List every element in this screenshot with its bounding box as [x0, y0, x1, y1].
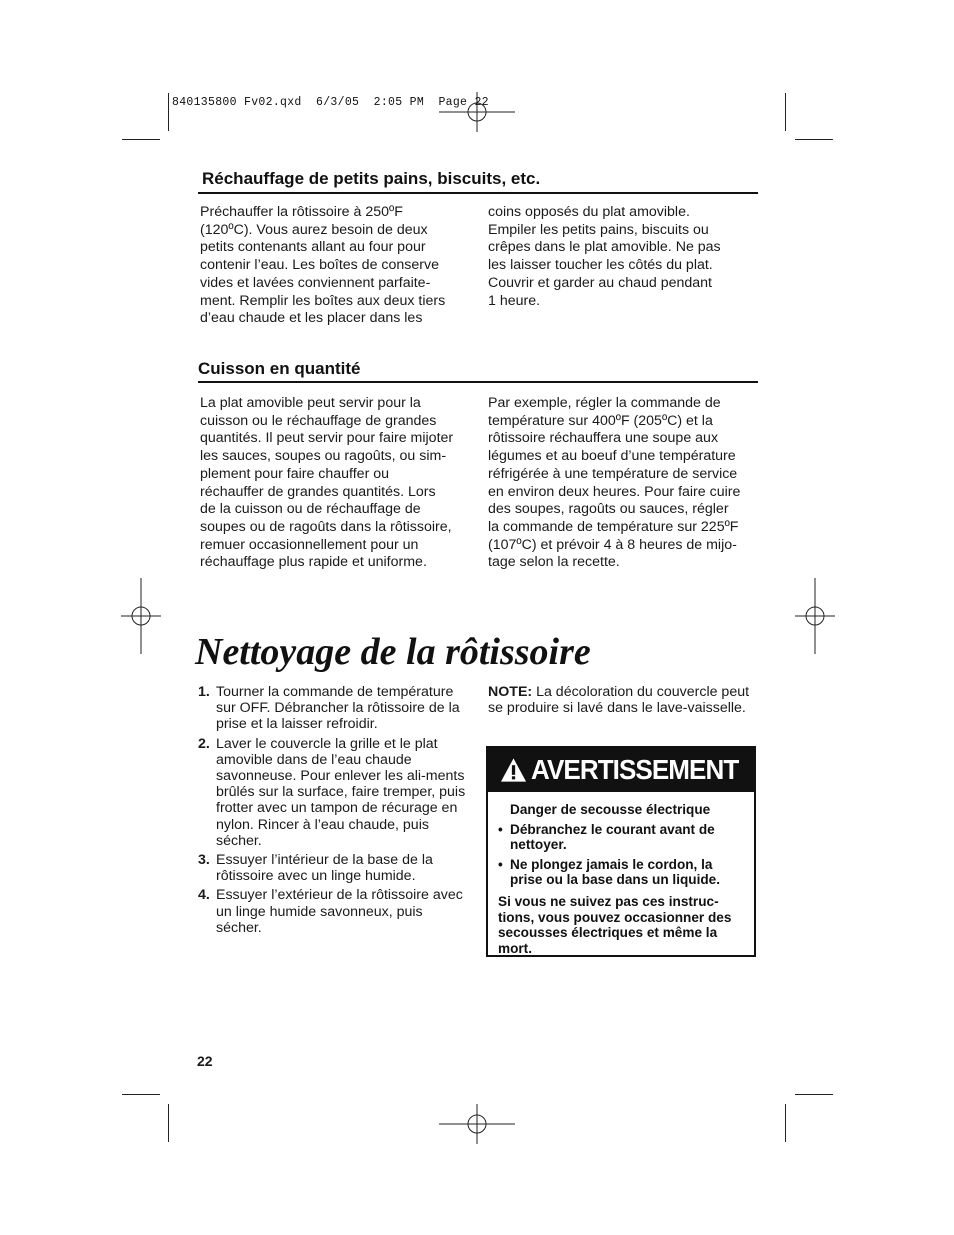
registration-mark-icon [795, 578, 835, 654]
page-title: Nettoyage de la rôtissoire [195, 631, 591, 673]
warning-triangle-icon [500, 757, 527, 783]
section-rule [198, 192, 758, 194]
registration-mark-icon [121, 578, 161, 654]
registration-mark-icon [439, 1104, 515, 1144]
list-item: 2. Laver le couvercle la grille et le plat amovible dans de l’eau chaude savonneuse. Pour enlever les ali-ments brûlés sur la surface, faire tremper, puis frotter avec un tampon de récurage en nylon. Rincer à l’eau chaude, puis sécher. [198, 735, 466, 849]
file-slug: 840135800 Fv02.qxd 6/3/05 2:05 PM Page 22 [172, 96, 489, 109]
section-heading-bulk-cooking: Cuisson en quantité [198, 359, 361, 378]
section-bulk-left-column: La plat amovible peut servir pour la cuisson ou le réchauffage de grandes quantités. Il peut servir pour faire mijoter les sauces, soupes ou ragoûts, ou sim- plement pour faire chauffer ou réchauffer de grandes quantités. Lors de la cuisson ou de réchauffage de soupes ou de ragoûts dans la rôtissoire, remuer occasionnellement pour un réchauffage plus rapide et uniforme. [200, 395, 454, 571]
page-number: 22 [197, 1053, 213, 1069]
list-item: 3. Essuyer l’intérieur de la base de la rôtissoire avec un linge humide. [198, 852, 433, 885]
list-item: • Ne plongez jamais le cordon, la prise ou la base dans un liquide. [498, 856, 720, 888]
note-paragraph [488, 684, 750, 716]
section-rule [198, 381, 758, 383]
section-reheating-left-column: Préchauffer la rôtissoire à 250ºF (120ºC). Vous aurez besoin de deux petits contenants allant au four pour contenir l’eau. Les boîtes de conserve vides et lavées conviennent parfaite- ment. Remplir les boîtes aux deux tiers d’eau chaude et les placer dans les [200, 204, 446, 327]
section-reheating-right-column: coins opposés du plat amovible. Empiler les petits pains, biscuits ou crêpes dans le plat amovible. Ne pas les laisser toucher les côtés du plat. Couvrir et garder au chaud pendant 1 heure. [488, 204, 721, 309]
cleaning-steps-list [198, 684, 472, 939]
list-item: • Débranchez le courant avant de nettoyer. [498, 821, 715, 853]
warning-box [486, 746, 756, 957]
warning-header [488, 748, 754, 792]
warning-consequence: Si vous ne suivez pas ces instruc-tions, vous pouvez occasionner des secousses électriques et même la mort. [498, 893, 732, 956]
warning-heading: Danger de secousse électrique [510, 802, 711, 817]
section-bulk-right-column: Par exemple, régler la commande de température sur 400ºF (205ºC) et la rôtissoire réchauffera une soupe aux légumes et au boeuf d’une température réfrigérée à une température de service en environ deux heures. Pour faire cuire des soupes, ragoûts ou sauces, régler la commande de température sur 225ºF (107ºC) et prévoir 4 à 8 heures de mijo- tage selon la recette. [488, 395, 741, 571]
list-item: 1. Tourner la commande de température sur OFF. Débrancher la rôtissoire de la prise et la laisser refroidir. [198, 684, 460, 733]
warning-body [488, 792, 754, 956]
warning-title: AVERTISSEMENT [531, 754, 739, 785]
section-heading-reheating: Réchauffage de petits pains, biscuits, etc. [202, 169, 541, 188]
note-label: NOTE: [488, 684, 533, 700]
list-item: 4. Essuyer l’extérieur de la rôtissoire avec un linge humide savonneux, puis sécher. [198, 887, 463, 936]
note-text: La décoloration du couvercle peut se produire si lavé dans le lave-vaisselle. [488, 684, 750, 717]
